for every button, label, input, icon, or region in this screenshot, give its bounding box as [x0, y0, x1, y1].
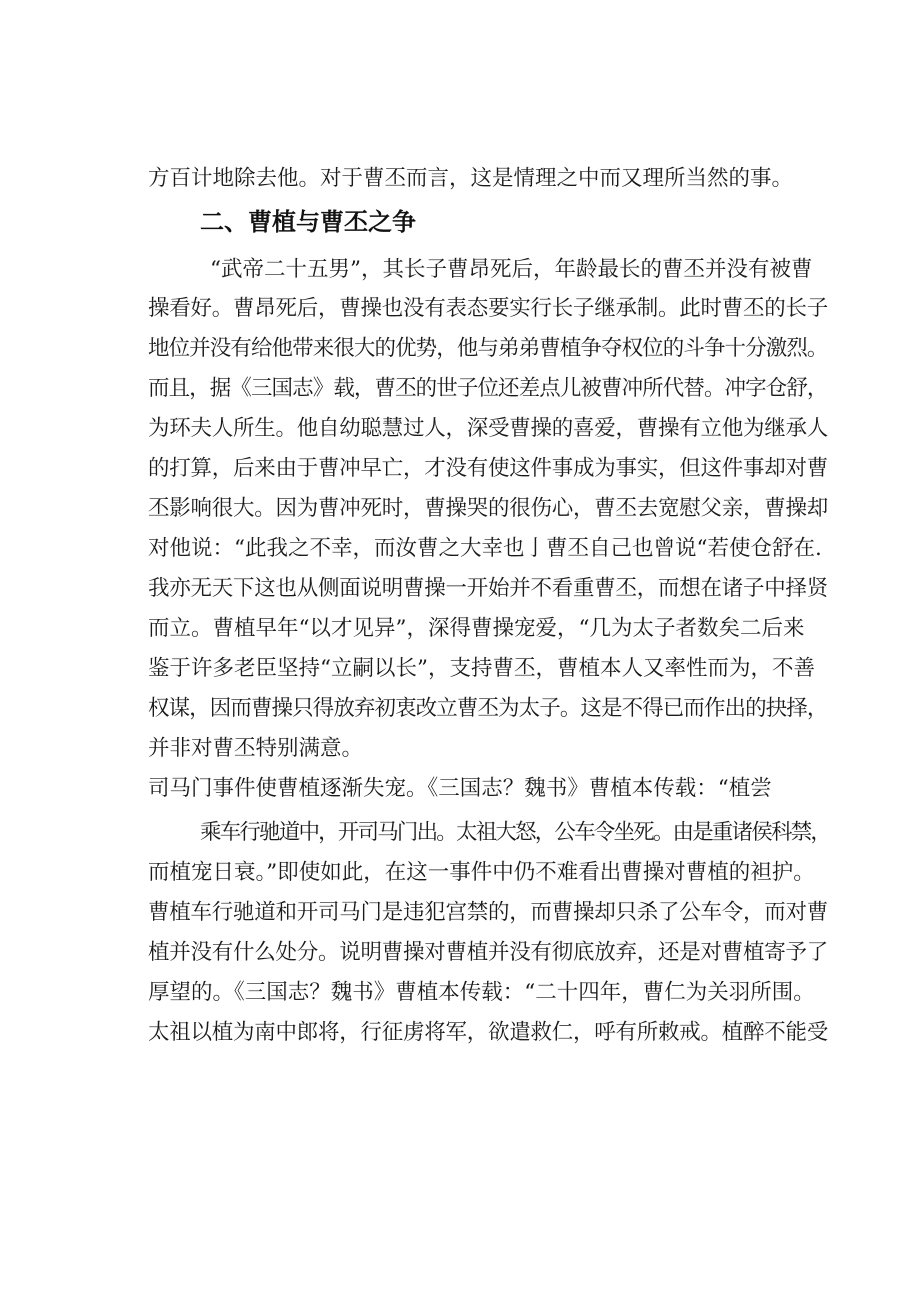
text-line: 太祖以植为南中郎将，行征虏将军，欲遣救仁，呼有所敕戒。植醉不能受 [148, 1020, 828, 1045]
text-line: 为环夫人所生。他自幼聪慧过人，深受曹操的喜爱，曹操有立他为继承人 [148, 416, 828, 441]
text-line: 而立。曹植早年“以才见异”，深得曹操宠爱，“几为太子者数矣二后来 [148, 616, 805, 641]
text-line: 厚望的。《三国志？魏书》曹植本传载：“二十四年，曹仁为关羽所围。 [148, 980, 815, 1005]
text-line: 并非对曹丕特别满意。 [148, 736, 364, 761]
text-line: 对他说：“此我之不幸，而汝曹之大幸也亅曹丕自己也曾说“若使仓舒在. [148, 536, 822, 561]
text-line: 操看好。曹昂死后，曹操也没有表态要实行长子继承制。此时曹丕的长子 [148, 296, 828, 321]
text-line: 权谋，因而曹操只得放弃初衷改立曹丕为太子。这是不得已而作出的抉择， [148, 696, 828, 721]
text-line: 植并没有什么处分。说明曹操对曹植并没有彻底放弃，还是对曹植寄予了 [148, 940, 828, 965]
text-line: 丕影响很大。因为曹冲死时，曹操哭的很伤心，曹丕去宽慰父亲，曹操却 [148, 496, 828, 521]
text-line: 司马门事件使曹植逐渐失宠。《三国志？魏书》曹植本传载：“植尝 [148, 776, 772, 801]
section-heading: 二、曹植与曹丕之争 [200, 208, 416, 236]
text-line: 我亦无天下这也从侧面说明曹操一开始并不看重曹丕，而想在诸子中择贤 [148, 576, 828, 601]
text-line: 而植宠日衰。”即使如此，在这一事件中仍不难看出曹操对曹植的袒护。 [148, 860, 815, 885]
text-line: 而且，据《三国志》载，曹丕的世子位还差点儿被曹冲所代替。冲字仓舒， [148, 376, 828, 401]
text-line: 曹植车行驰道和开司马门是违犯宫禁的，而曹操却只杀了公车令，而对曹 [148, 900, 828, 925]
text-line: 鉴于许多老臣坚持“立嗣以长”，支持曹丕，曹植本人又率性而为，不善 [148, 656, 815, 681]
text-line: 乘车行驰道中，开司马门出。太祖大怒，公车令坐死。由是重诸侯科禁， [200, 820, 830, 845]
text-line: 的打算，后来由于曹冲早亡，才没有使这件事成为事实，但这件事却对曹 [148, 456, 828, 481]
text-line: 方百计地除去他。对于曹丕而言，这是情理之中而又理所当然的事。 [148, 166, 794, 191]
text-line: 地位并没有给他带来很大的优势，他与弟弟曹植争夺权位的斗争十分激烈。 [148, 336, 828, 361]
text-line: “武帝二十五男”，其长子曹昂死后，年龄最长的曹丕并没有被曹 [210, 257, 813, 282]
